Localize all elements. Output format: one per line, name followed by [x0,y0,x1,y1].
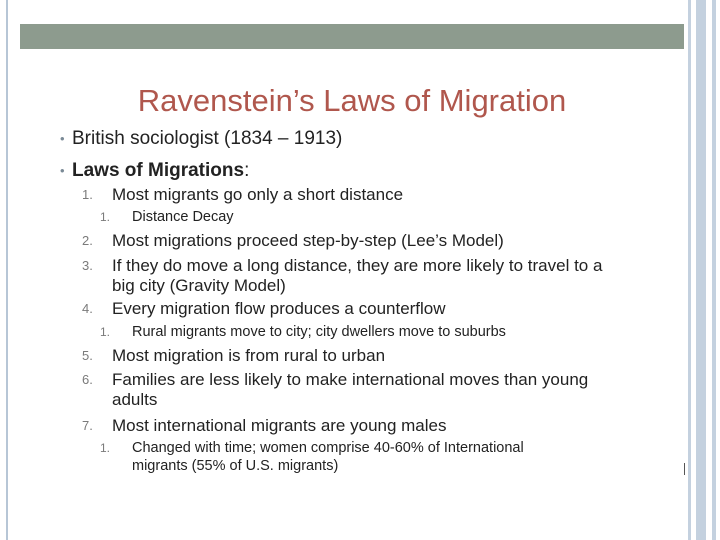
sub-text: Rural migrants move to city; city dwellers move to suburbs [132,324,506,340]
bullet-text: British sociologist (1834 – 1913) [72,128,343,149]
law-text: Every migration flow produces a counterflow [112,299,446,318]
law-text-continuation: adults [112,390,158,409]
law-number: 2. [82,233,93,248]
law-number: 1. [82,187,93,202]
sub-number: 1. [100,210,111,224]
law-number: 4. [82,301,93,316]
sub-text: Changed with time; women comprise 40-60% of International [132,440,524,456]
law-text: If they do move a long distance, they are more likely to travel to a [112,256,603,275]
law-number: 6. [82,372,93,387]
law-text: Most migrants go only a short distance [112,185,404,204]
bullet-marker: • [60,163,65,178]
law-text: Most international migrants are young males [112,416,447,435]
slide-border-right-outer [712,0,716,540]
law-number: 5. [82,348,93,363]
law-text: Most migrations proceed step-by-step (Lee’s Model) [112,231,504,250]
bullet-marker: • [60,131,65,146]
law-text: Most migration is from rural to urban [112,346,386,365]
bullet-text [72,160,249,182]
sub-text: Distance Decay [132,209,234,225]
bullet-text-bold: Laws of Migrations [72,160,245,181]
bullet-text-rest: : [244,160,250,181]
sub-number: 1. [100,441,111,455]
law-text-continuation: big city (Gravity Model) [112,276,286,295]
page-marker [684,463,685,475]
slide-title: Ravenstein’s Laws of Migration [137,83,567,118]
sub-text-continuation: migrants (55% of U.S. migrants) [132,458,339,474]
law-text: Families are less likely to make international moves than young [112,370,589,389]
law-number: 7. [82,418,93,433]
law-number: 3. [82,258,93,273]
sub-number: 1. [100,325,111,339]
header-band [20,24,684,49]
